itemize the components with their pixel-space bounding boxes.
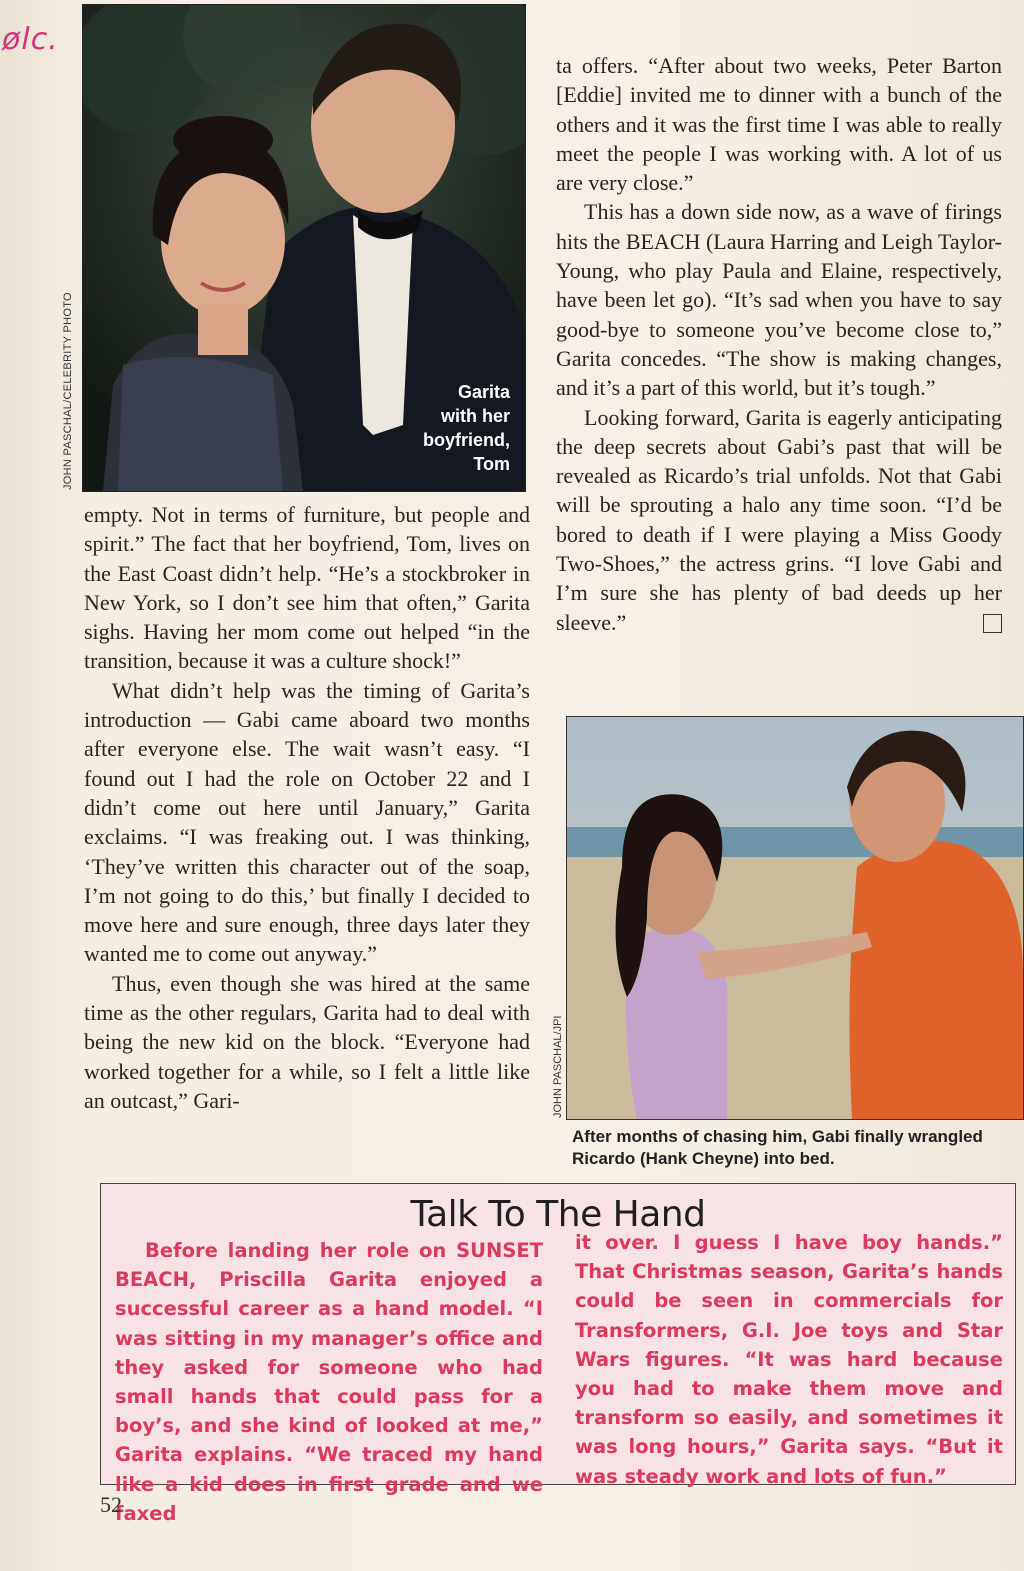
- page-number: 52: [100, 1492, 122, 1517]
- caption-line: boyfriend,: [422, 430, 510, 450]
- article-paragraph-with-end-mark: [556, 403, 1002, 637]
- sidebar-title: Talk To The Hand: [410, 1194, 706, 1235]
- article-paragraph: ta offers. “After about two weeks, Peter Barton [Eddie] invited me to dinner with a bunch of the others and it was the first time I was able to really meet the people I was working with. A lot of us are very close.”: [556, 53, 1002, 196]
- photo-caption: After months of chasing him, Gabi finally wrangled Ricardo (Hank Cheyne) into bed.: [572, 1127, 983, 1168]
- caption-line: Tom: [473, 454, 510, 474]
- article-paragraph: Looking forward, Garita is eagerly anticipating the deep secrets about Gabi’s past that will be revealed as Ricardo’s trial unfolds. Not that Gabi will be sprouting a halo any time soon. “I’d be bored to death if I were playing a Miss Goody Two-Shoes,” the actress grins. “I love Gabi and I’m sure she has plenty of bad deeds up her sleeve.”: [556, 404, 1002, 635]
- photo-gabi-and-ricardo-illustration: [567, 717, 1023, 1119]
- photo-credit: JOHN PASCHAL/CELEBRITY PHOTO: [62, 292, 74, 490]
- article-column-right: [556, 51, 1002, 637]
- caption-line: with her: [440, 406, 510, 426]
- photo-caption: [390, 380, 510, 476]
- article-paragraph: Thus, even though she was hired at the same time as the other regulars, Garita had to deal with being the new kid on the block. “Everyone had worked together for a while, so I felt a little like an outcast,” Gari-: [84, 970, 530, 1113]
- article-paragraph: This has a down side now, as a wave of firings hits the BEACH (Laura Harring and Leigh Taylor-Young, who play Paula and Elaine, respectively, have been let go). “It’s sad when you have to say good-bye to someone you’ve become close to,” Garita concedes. “The show is making changes, and it’s a part of this world, but it’s tough.”: [556, 199, 1002, 401]
- sidebar-text-left: Before landing her role on SUNSET BEACH, Priscilla Garita enjoyed a successful career as a hand model. “I was sitting in my manager’s office and they asked for someone who had small hands that could pass for a boy’s, and she kind of looked at me,” Garita explains. “We traced my hand like a kid does in first grade and we faxed: [115, 1239, 543, 1525]
- photo-credit: JOHN PASCHAL/JPI: [552, 1015, 564, 1118]
- article-paragraph: empty. Not in terms of furniture, but people and spirit.” The fact that her boyfriend, Tom, lives on the East Coast didn’t help. “He’s a stockbroker in New York, so I don’t see him that often,” Garita sighs. Having her mom come out helped “in the transition, because it was a culture shock!”: [84, 502, 530, 674]
- sidebar-text-right: it over. I guess I have boy hands.” That Christmas season, Garita’s hands could be seen in commercials for Transformers, G.I. Joe toys and Star Wars figures. “It was hard because you had to make them move and transform so easily, and sometimes it was long hours,” Garita says. “But it was steady work and lots of fun.”: [575, 1231, 1003, 1488]
- article-column-left: [84, 500, 530, 1115]
- caption-line: Garita: [457, 382, 510, 402]
- photo-gabi-and-ricardo: [566, 716, 1024, 1120]
- handwritten-mark: ølc.: [2, 22, 59, 57]
- article-paragraph: What didn’t help was the timing of Garita’s introduction — Gabi came aboard two months after everyone else. The wait wasn’t easy. “I found out I had the role on October 22 and I didn’t come out here until January,” Garita exclaims. “I was freaking out. I was thinking, ‘They’ve written this character out of the soap, I’m not going to do this,’ but finally I decided to move here and sure enough, three days later they wanted me to come out anyway.”: [84, 677, 530, 967]
- end-mark-icon: [983, 614, 1002, 633]
